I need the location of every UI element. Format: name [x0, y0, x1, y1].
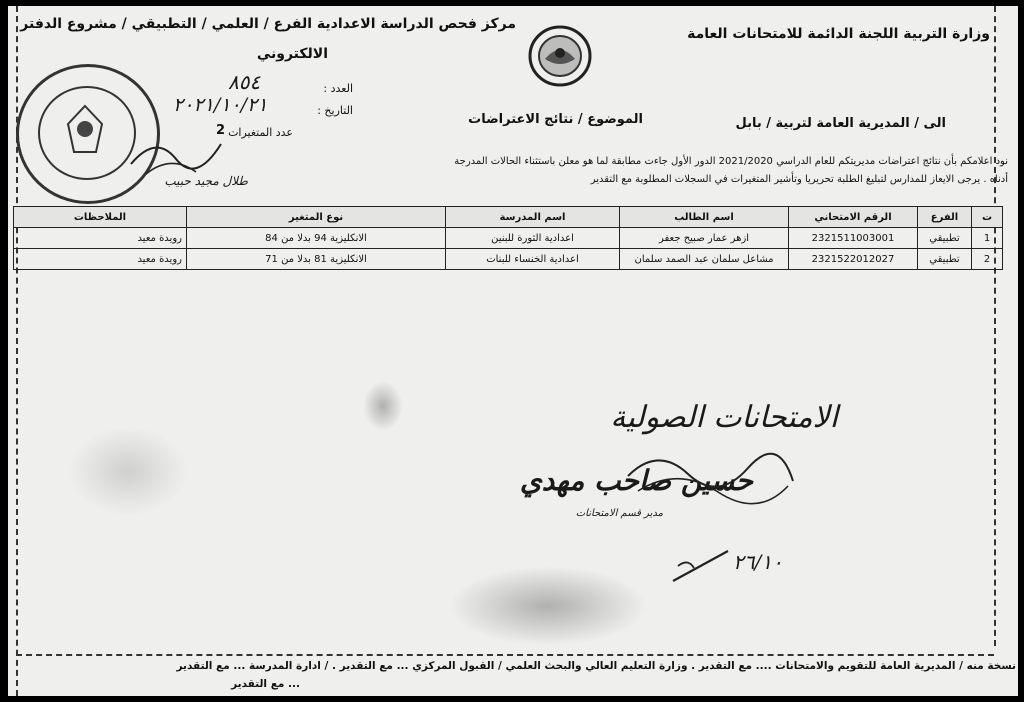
date-value: ٢٠٢١/١٠/٢١	[173, 94, 268, 116]
table-cell: 2321522012027	[789, 249, 918, 270]
signature-date: ٢٦/١٠	[733, 550, 783, 574]
table-row	[14, 249, 1003, 270]
table-cell: الانكليزية 94 بدلا من 84	[187, 228, 446, 249]
column-header: الفرع	[918, 207, 972, 228]
document-page	[8, 6, 1018, 696]
table-cell: الانكليزية 81 بدلا من 71	[187, 249, 446, 270]
stamp-emblem-icon	[58, 102, 112, 160]
column-header: نوع المتغير	[187, 207, 446, 228]
date-label: التاريخ :	[317, 104, 353, 117]
addressee: الى / المديرية العامة لتربية / بابل	[735, 116, 946, 131]
table-row	[14, 228, 1003, 249]
table-cell: تطبيقي	[918, 249, 972, 270]
column-header: اسم الطالب	[620, 207, 789, 228]
copy-to-line: نسخة منه / المديرية العامة للتقويم والامتحانات .... مع التقدير . وزارة التعليم العالي والبحث العلمي / القبول المركزي ... مع التقدير . / ادارة المدرسة ... مع التقدير	[176, 660, 1016, 672]
table-cell: اعدادية الخنساء للبنات	[446, 249, 620, 270]
small-signature-icon	[126, 124, 236, 184]
table-cell: تطبيقي	[918, 228, 972, 249]
signature-name: حسين صاحب مهدي	[519, 464, 753, 497]
table-header-row	[14, 207, 1003, 228]
table-cell: 2	[972, 249, 1003, 270]
body-line-2: أدناه . يرجى الايعاز للمدارس لتبليغ الطلبة تحريريا وتأشير المتغيرات في السجلات المطلوبة مع التقدير	[590, 174, 1008, 185]
ministry-emblem-icon	[525, 23, 595, 89]
signature-role: مدير قسم الامتحانات	[575, 508, 663, 519]
frame-left-dashed	[16, 6, 18, 696]
changes-count-value: 2	[216, 123, 226, 138]
frame-right-dashed	[994, 6, 996, 646]
signature-title: الامتحانات الصولية	[610, 400, 838, 435]
center-title-line2: الالكتروني	[256, 46, 328, 62]
signature-flourish-icon	[618, 446, 798, 506]
table-cell: رويدة معيد	[14, 228, 187, 249]
scan-smudge	[68, 426, 188, 516]
date-slash-icon	[668, 546, 738, 586]
signer-name: طلال مجيد حبيب	[164, 174, 248, 188]
ministry-title: وزارة التربية اللجنة الدائمة للامتحانات العامة	[687, 26, 990, 42]
copy-to-line-2: ... مع التقدير	[231, 678, 300, 690]
changes-count-label: عدد المتغيرات	[228, 126, 293, 139]
table-cell: مشاعل سلمان عبد الصمد سلمان	[620, 249, 789, 270]
scan-smudge	[448, 566, 648, 646]
subject: الموضوع / نتائج الاعتراضات	[468, 112, 643, 127]
results-table	[13, 206, 1003, 270]
frame-bottom-dashed	[16, 654, 994, 656]
table-cell: 2321511003001	[789, 228, 918, 249]
table-cell: ازهر عمار صبيح جعفر	[620, 228, 789, 249]
number-value: ٨٥٤	[228, 70, 261, 94]
center-title: مركز فحص الدراسة الاعدادية الفرع / العلمي / التطبيقي / مشروع الدفتر	[20, 16, 516, 32]
column-header: الملاحظات	[14, 207, 187, 228]
table-cell: رويدة معيد	[14, 249, 187, 270]
scan-smudge	[363, 381, 403, 431]
number-label: العدد :	[323, 82, 353, 95]
table-cell: اعدادية الثورة للبنين	[446, 228, 620, 249]
column-header: الرقم الامتحاني	[789, 207, 918, 228]
column-header: اسم المدرسة	[446, 207, 620, 228]
body-line-1: نود اعلامكم بأن نتائج اعتراضات مديريتكم للعام الدراسي 2021/2020 الدور الأول جاءت مطابقة لما هو معلن باستثناء الحالات المدرجة	[454, 156, 1008, 167]
column-header: ت	[972, 207, 1003, 228]
table-cell: 1	[972, 228, 1003, 249]
